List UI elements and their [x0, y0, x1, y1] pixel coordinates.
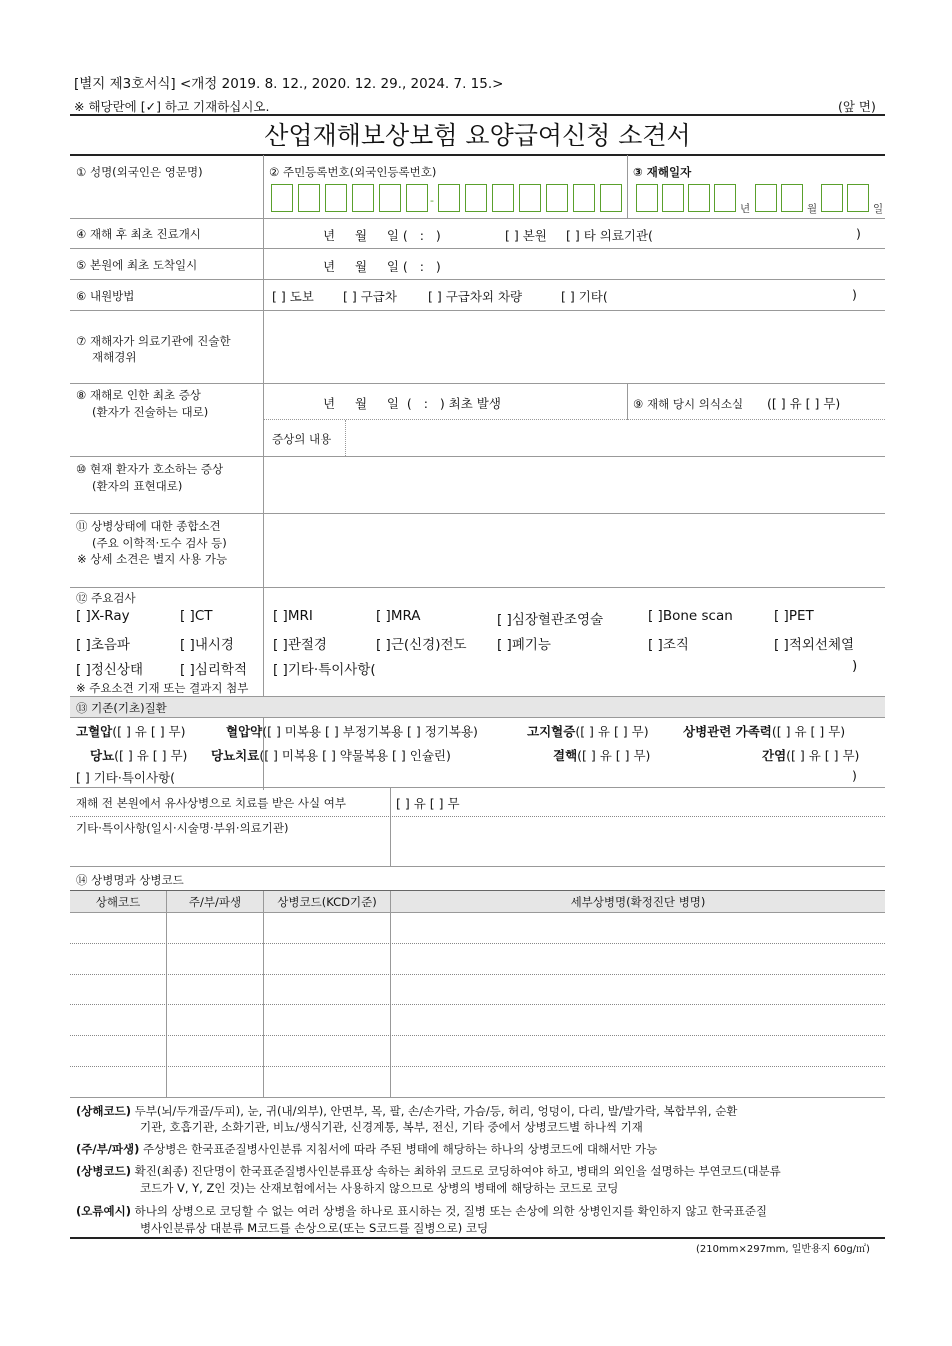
- symptom-content-field[interactable]: [346, 421, 884, 455]
- month-unit: 월: [807, 203, 818, 215]
- note-disease-code-text: 확진(최종) 진단명이 한국표준질병사인분류표상 속하는 최하위 코드로 코딩하여야 하고, 병태의 외인을 설명하는 부연코드(대분류: [134, 1164, 781, 1178]
- overall-opinion-field[interactable]: [264, 514, 884, 586]
- note-error-example-head: (오류예시): [76, 1204, 131, 1218]
- overall-opinion-label: ⑪ 상병상태에 대한 종합소견: [76, 519, 221, 533]
- overall-opinion-note: ※ 상세 소견은 별지 사용 가능: [77, 552, 228, 566]
- diagnosis-table-row[interactable]: [70, 1005, 885, 1034]
- test-mental[interactable]: [ ]정신상태: [76, 662, 143, 678]
- symptom-content-label: 증상의 내용: [272, 432, 332, 446]
- hyperlipidemia-options[interactable]: ([ ] 유 [ ] 무): [575, 724, 649, 739]
- hepatitis-label: 간염: [762, 748, 787, 763]
- arrival-date[interactable]: 년 월 일 ( : ): [323, 259, 441, 274]
- test-pulmonary[interactable]: [ ]폐기능: [497, 637, 551, 653]
- first-treatment-label: ④ 재해 후 최초 진료개시: [76, 227, 201, 241]
- option-this-hospital[interactable]: [ ] 본원: [505, 228, 547, 243]
- year-unit: 년: [740, 203, 751, 215]
- note-injury-code-text-2: 기관, 호흡기관, 소화기관, 비뇨/생식기관, 신경계통, 복부, 전신, 기타 중에서 상병코드별 하나씩 기재: [140, 1120, 643, 1134]
- option-walk[interactable]: [ ] 도보: [272, 289, 314, 304]
- test-psychological[interactable]: [ ]심리학적: [180, 662, 247, 678]
- note-main-sub-head: (주/부/파생): [76, 1142, 140, 1156]
- diabetes-label: 당뇨: [90, 748, 115, 763]
- option-ambulance[interactable]: [ ] 구급차: [343, 289, 397, 304]
- note-error-example-text-2: 병사인분류상 대분류 M코드를 손상으로(또는 S코드를 질병으로) 코딩: [140, 1221, 489, 1235]
- consciousness-loss-label: ⑨ 재해 당시 의식소실: [633, 397, 744, 411]
- notice-text: ※ 해당란에 [✓] 하고 기재하십시오.: [74, 99, 270, 114]
- overall-opinion-sub: (주요 이학적·도수 검사 등): [92, 536, 227, 550]
- hyperlipidemia-label: 고지혈증: [527, 724, 576, 739]
- consciousness-loss-options[interactable]: ([ ] 유 [ ] 무): [767, 396, 841, 411]
- bp-medication-label: 혈압약: [226, 724, 263, 739]
- bp-medication-options[interactable]: ([ ] 미복용 [ ] 부정기복용 [ ] 정기복용): [262, 724, 478, 739]
- paren-close: ): [852, 768, 857, 783]
- major-tests-title: ⑫ 주요검사: [76, 591, 136, 605]
- test-pet[interactable]: [ ]PET: [774, 608, 814, 624]
- rrn-dash: -: [430, 194, 434, 207]
- column-injury-code: 상해코드: [95, 895, 141, 909]
- test-angiography[interactable]: [ ]심장혈관조영술: [497, 612, 604, 628]
- diagnosis-table-row[interactable]: [70, 1067, 885, 1096]
- diagnosis-table-row[interactable]: [70, 944, 885, 974]
- note-error-example-text: 하나의 상병으로 코딩할 수 없는 여러 상병을 하나로 표시하는 것, 질병 또는 손상에 의한 상병인지를 확인하지 않고 한국표준질: [134, 1204, 767, 1218]
- note-disease-code-head: (상병코드): [76, 1164, 131, 1178]
- accident-date-label: ③ 재해일자: [633, 165, 692, 179]
- prior-treatment-label: 재해 전 본원에서 유사상병으로 치료를 받은 사실 여부: [76, 796, 346, 810]
- diagnosis-title: ⑭ 상병명과 상병코드: [76, 873, 184, 887]
- diabetes-treatment-label: 당뇨치료: [211, 748, 260, 763]
- option-other[interactable]: [ ] 기타(: [561, 289, 608, 304]
- form-title: 산업재해보상보험 요양급여신청 소견서: [264, 121, 691, 150]
- option-other-hospital[interactable]: [ ] 타 의료기관(: [566, 228, 653, 243]
- column-kcd-code: 상병코드(KCD기준): [277, 895, 377, 909]
- column-diagnosis-name: 세부상병명(확정진단 병명): [570, 895, 706, 909]
- other-condition-option[interactable]: [ ] 기타·특이사항(: [76, 770, 176, 785]
- initial-symptom-label: ⑧ 재해로 인한 최초 증상: [76, 388, 201, 402]
- page-side-label: (앞 면): [838, 99, 876, 114]
- tuberculosis-label: 결핵: [553, 748, 578, 763]
- arrival-label: ⑤ 본원에 최초 도착일시: [76, 258, 198, 272]
- paren-close: ): [856, 226, 861, 241]
- diabetes-options[interactable]: ([ ] 유 [ ] 무): [114, 748, 188, 763]
- accident-history-label: ⑦ 재해자가 의료기관에 진술한: [76, 334, 231, 348]
- rrn-label: ② 주민등록번호(외국인등록번호): [269, 165, 437, 179]
- prior-treatment-options[interactable]: [ ] 유 [ ] 무: [396, 796, 460, 811]
- test-endoscopy[interactable]: [ ]내시경: [180, 637, 234, 653]
- paren-close: ): [852, 287, 857, 302]
- paren-close: ): [852, 658, 858, 674]
- test-thermography[interactable]: [ ]적외선체열: [774, 637, 855, 653]
- option-other-vehicle[interactable]: [ ] 구급차외 차량: [428, 289, 523, 304]
- note-injury-code-text: 두부(뇌/두개골/두피), 눈, 귀(내/외부), 안면부, 목, 팔, 손/손가락, 가슴/등, 허리, 엉덩이, 다리, 발/발가락, 복합부위, 순환: [134, 1104, 738, 1118]
- initial-symptom-date[interactable]: 년 월 일 ( : ) 최초 발생: [323, 396, 501, 411]
- visit-method-label: ⑥ 내원방법: [76, 289, 135, 303]
- diagnosis-table-row[interactable]: [70, 975, 885, 1003]
- accident-history-label-2: 재해경위: [92, 350, 137, 364]
- form-number: [별지 제3호서식] <개정 2019. 8. 12., 2020. 12. 29., 2024. 7. 15.>: [74, 76, 504, 92]
- tuberculosis-options[interactable]: ([ ] 유 [ ] 무): [577, 748, 651, 763]
- diagnosis-table-row[interactable]: [70, 913, 885, 943]
- test-bone-scan[interactable]: [ ]Bone scan: [648, 608, 733, 624]
- test-mri[interactable]: [ ]MRI: [273, 608, 313, 624]
- test-emg[interactable]: [ ]근(신경)전도: [376, 637, 467, 653]
- hypertension-options[interactable]: ([ ] 유 [ ] 무): [112, 724, 186, 739]
- preexisting-title: ⑬ 기존(기초)질환: [76, 701, 167, 715]
- test-arthroscopy[interactable]: [ ]관절경: [273, 637, 327, 653]
- hepatitis-options[interactable]: ([ ] 유 [ ] 무): [786, 748, 860, 763]
- paper-spec: (210mm×297mm, 일반용지 60g/㎡): [696, 1244, 870, 1255]
- initial-symptom-sub: (환자가 진술하는 대로): [92, 405, 209, 419]
- note-disease-code-text-2: 코드가 V, Y, Z인 것)는 산재보험에서는 사용하지 않으므로 상병의 병태에 해당하는 코드로 코딩: [140, 1181, 619, 1195]
- first-treatment-date[interactable]: 년 월 일 ( : ): [323, 228, 441, 243]
- day-unit: 일: [873, 203, 884, 215]
- column-main-sub: 주/부/파생: [188, 895, 242, 909]
- current-symptom-sub: (환자의 표현대로): [92, 479, 183, 493]
- prior-details-field[interactable]: [391, 817, 884, 866]
- test-ultrasound[interactable]: [ ]초음파: [76, 637, 130, 653]
- test-other[interactable]: [ ]기타·특이사항(: [273, 662, 376, 678]
- test-biopsy[interactable]: [ ]조직: [648, 637, 689, 653]
- family-history-options[interactable]: ([ ] 유 [ ] 무): [771, 724, 846, 739]
- prior-details-label: 기타·특이사항(일시·시술명·부위·의료기관): [76, 821, 289, 835]
- diabetes-treatment-options[interactable]: ([ ] 미복용 [ ] 약물복용 [ ] 인슐린): [259, 748, 451, 763]
- family-history-label: 상병관련 가족력: [683, 724, 772, 739]
- test-ct[interactable]: [ ]CT: [180, 608, 213, 624]
- hypertension-label: 고혈압: [76, 724, 113, 739]
- test-xray[interactable]: [ ]X-Ray: [76, 608, 130, 624]
- diagnosis-table-row[interactable]: [70, 1036, 885, 1065]
- tests-note: ※ 주요소견 기재 또는 결과지 첨부: [76, 681, 249, 695]
- note-main-sub-text: 주상병은 한국표준질병사인분류 지침서에 따라 주된 병태에 해당하는 하나의 상병코드에 대해서만 가능: [143, 1142, 658, 1156]
- accident-history-field[interactable]: [264, 311, 884, 382]
- name-label: ① 성명(외국인은 영문명): [76, 165, 203, 179]
- current-symptom-field[interactable]: [264, 457, 884, 512]
- note-injury-code-head: (상해코드): [76, 1104, 131, 1118]
- current-symptom-label: ⑩ 현재 환자가 호소하는 증상: [76, 462, 224, 476]
- test-mra[interactable]: [ ]MRA: [376, 608, 421, 624]
